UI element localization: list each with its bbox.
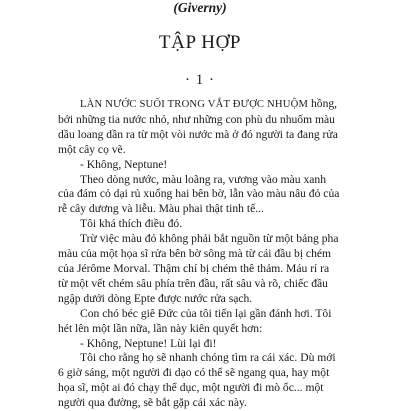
paragraph-2: - Không, Neptune! (80, 157, 168, 171)
body-text (58, 97, 340, 411)
chapter-title: TẬP HỢP (158, 32, 242, 53)
paragraph-3: Theo dòng nước, màu loãng ra, vương vào màu xanh của đám cỏ dại rủ xuống hai bên bờ, lẫn vào màu nâu đỏ của rễ cây dương và liễu. Màu phai thật tinh tế... (58, 172, 340, 216)
paragraph-text: hồng, bởi những tia nước nhỏ, như những con phù du nhuốm màu dầu loang dần ra từ một vòi nước mà ở đó người ta đang rửa một cây cọ vẽ. (58, 97, 338, 156)
section-number: · 1 · (185, 72, 215, 88)
chapter-subtitle: (Giverny) (173, 0, 227, 15)
paragraph-1 (58, 97, 340, 158)
paragraph-7: - Không, Neptune! Lùi lại đi! (80, 336, 217, 350)
paragraph-6: Con chó béc giê Đức của tôi tiến lại gần đánh hơi. Tôi hét lên một lần nữa, lần này kiên quyết hơn: (58, 306, 332, 335)
paragraph-5: Trừ việc màu đỏ không phải bắt nguồn từ một bảng pha màu của một họa sĩ rửa bên bờ sông mà từ cái đầu bị chém của Jérôme Morval. Thậm chí bị chém thê thảm. Máu rỉ ra từ một vết chém sâu phía trên đầu, rất sâu và rõ, chiếc đầu ngập dưới dòng Epte được nước rửa sạch. (58, 232, 339, 305)
paragraph-lead-in: LÀN NƯỚC SUỐI TRONG VẮT ĐƯỢC NHUỘM (80, 99, 309, 110)
paragraph-4: Tôi khá thích điều đó. (80, 217, 183, 231)
paragraph-8: Tôi cho rằng họ sẽ nhanh chóng tìm ra cái xác. Dù mới 6 giờ sáng, một người đi dạo có thể sẽ ngang qua, hay một họa sĩ, một ai đó chạy thể dục, một người đi mò ốc... một người qua đường, sẽ bắt gặp cái xác này. (58, 351, 336, 410)
